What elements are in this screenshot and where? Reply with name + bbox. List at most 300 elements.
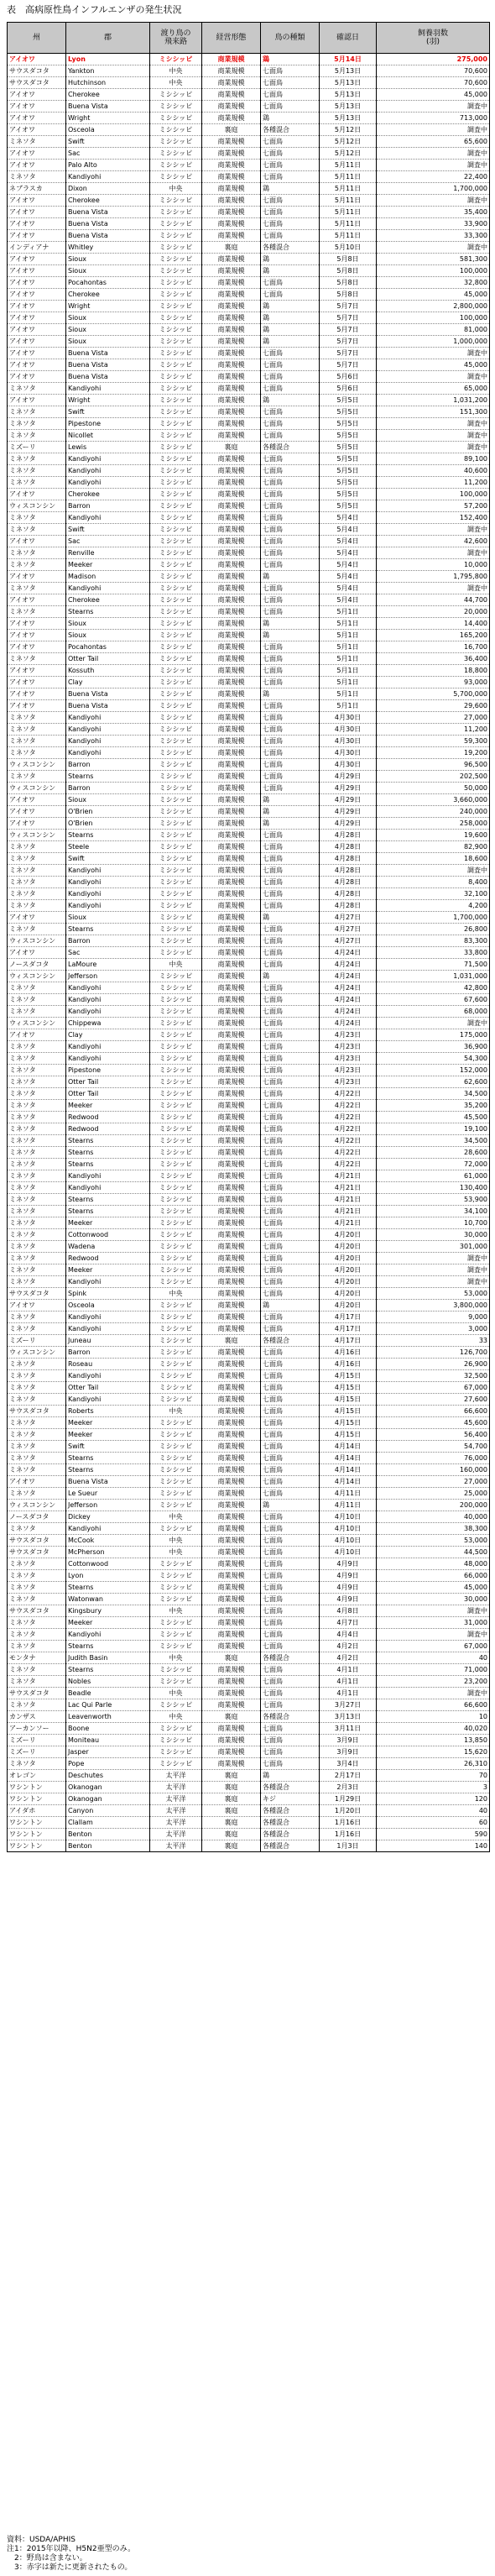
cell-county: Kandiyohi: [66, 1170, 150, 1182]
cell-confirmed-date: 5月1日: [320, 630, 377, 641]
cell-bird-type: 七面鳥: [261, 1170, 320, 1182]
cell-flyway: ミシシッピ: [150, 148, 202, 160]
cell-flyway: ミシシッピ: [150, 1088, 202, 1100]
cell-operation: 裏庭: [202, 1335, 261, 1347]
cell-confirmed-date: 5月1日: [320, 700, 377, 712]
cell-bird-type: 七面鳥: [261, 1029, 320, 1041]
cell-flyway: ミシシッピ: [150, 841, 202, 853]
cell-flyway: ミシシッピ: [150, 1594, 202, 1605]
table-row: [8, 724, 490, 736]
cell-county: Cherokee: [66, 489, 150, 500]
cell-state: ミネソタ: [8, 1699, 66, 1711]
cell-flock-size: 15,620: [377, 1746, 490, 1758]
cell-state: ミネソタ: [8, 512, 66, 524]
cell-county: Meeker: [66, 1617, 150, 1629]
cell-state: ミネソタ: [8, 653, 66, 665]
cell-operation: 商業規模: [202, 1394, 261, 1406]
cell-confirmed-date: 5月4日: [320, 536, 377, 547]
cell-county: Hutchinson: [66, 77, 150, 89]
cell-state: ミネソタ: [8, 924, 66, 935]
cell-state: ミネソタ: [8, 724, 66, 736]
cell-state: ミネソタ: [8, 1676, 66, 1688]
cell-bird-type: 七面鳥: [261, 1723, 320, 1735]
cell-bird-type: 七面鳥: [261, 677, 320, 689]
cell-county: Stearns: [66, 1147, 150, 1159]
cell-state: アイオワ: [8, 124, 66, 136]
table-row: [8, 242, 490, 254]
cell-flock-size: 調査中: [377, 348, 490, 359]
cell-flyway: ミシシッピ: [150, 1359, 202, 1370]
cell-bird-type: 各種混合: [261, 242, 320, 254]
cell-county: Kandiyohi: [66, 1523, 150, 1535]
table-row: [8, 1523, 490, 1535]
cell-flock-size: 9,000: [377, 1312, 490, 1323]
cell-flock-size: 18,800: [377, 665, 490, 677]
cell-flyway: ミシシッピ: [150, 536, 202, 547]
cell-flock-size: 28,600: [377, 1147, 490, 1159]
cell-operation: 商業規模: [202, 794, 261, 806]
cell-flyway: ミシシッピ: [150, 689, 202, 700]
table-row: [8, 1488, 490, 1500]
table-row: [8, 1147, 490, 1159]
cell-state: ミネソタ: [8, 1441, 66, 1453]
cell-flyway: ミシシッピ: [150, 312, 202, 324]
cell-flyway: ミシシッピ: [150, 1112, 202, 1123]
cell-operation: 商業規模: [202, 1312, 261, 1323]
cell-flock-size: 13,850: [377, 1735, 490, 1746]
cell-confirmed-date: 4月2日: [320, 1652, 377, 1664]
cell-bird-type: 七面鳥: [261, 783, 320, 794]
cell-county: Otter Tail: [66, 1382, 150, 1394]
cell-bird-type: 鶏: [261, 113, 320, 124]
cell-bird-type: 七面鳥: [261, 524, 320, 536]
cell-flock-size: 67,000: [377, 1382, 490, 1394]
cell-flock-size: 調査中: [377, 1253, 490, 1264]
cell-operation: 商業規模: [202, 1511, 261, 1523]
cell-bird-type: 七面鳥: [261, 348, 320, 359]
cell-county: Cherokee: [66, 195, 150, 207]
cell-flyway: ミシシッピ: [150, 383, 202, 395]
cell-county: Canyon: [66, 1805, 150, 1817]
cell-flock-size: 120: [377, 1793, 490, 1805]
cell-operation: 商業規模: [202, 1664, 261, 1676]
cell-flock-size: 31,000: [377, 1617, 490, 1629]
cell-bird-type: 七面鳥: [261, 665, 320, 677]
cell-flyway: 太平洋: [150, 1770, 202, 1782]
cell-county: Pocahontas: [66, 277, 150, 289]
cell-state: ミネソタ: [8, 1170, 66, 1182]
cell-flyway: ミシシッピ: [150, 724, 202, 736]
cell-state: ウィスコンシン: [8, 500, 66, 512]
cell-flyway: ミシシッピ: [150, 865, 202, 877]
cell-flyway: ミシシッピ: [150, 395, 202, 406]
cell-bird-type: 七面鳥: [261, 1617, 320, 1629]
cell-state: アイオワ: [8, 489, 66, 500]
cell-flock-size: 調査中: [377, 101, 490, 113]
cell-flyway: ミシシッピ: [150, 853, 202, 865]
cell-flock-size: 42,800: [377, 982, 490, 994]
table-row: [8, 1053, 490, 1065]
table-row: [8, 630, 490, 641]
cell-bird-type: 七面鳥: [261, 101, 320, 113]
cell-confirmed-date: 5月7日: [320, 348, 377, 359]
cell-county: Benton: [66, 1840, 150, 1852]
cell-flyway: ミシシッピ: [150, 453, 202, 465]
cell-bird-type: 鶏: [261, 618, 320, 630]
cell-flyway: ミシシッピ: [150, 1500, 202, 1511]
cell-state: ミズーリ: [8, 1735, 66, 1746]
cell-flyway: ミシシッピ: [150, 947, 202, 959]
table-row: [8, 1793, 490, 1805]
cell-bird-type: 七面鳥: [261, 1417, 320, 1429]
cell-state: ミネソタ: [8, 1100, 66, 1112]
cell-county: Stearns: [66, 606, 150, 618]
cell-confirmed-date: 1月20日: [320, 1805, 377, 1817]
cell-flyway: ミシシッピ: [150, 1558, 202, 1570]
cell-operation: 商業規模: [202, 1359, 261, 1370]
cell-operation: 商業規模: [202, 1112, 261, 1123]
cell-state: ミネソタ: [8, 1594, 66, 1605]
cell-county: Sioux: [66, 324, 150, 336]
cell-flyway: ミシシッピ: [150, 830, 202, 841]
cell-flyway: ミシシッピ: [150, 1476, 202, 1488]
cell-flyway: ミシシッピ: [150, 712, 202, 724]
cell-operation: 商業規模: [202, 477, 261, 489]
cell-operation: 商業規模: [202, 689, 261, 700]
table-row: [8, 935, 490, 947]
cell-confirmed-date: 5月4日: [320, 559, 377, 571]
cell-confirmed-date: 4月14日: [320, 1464, 377, 1476]
cell-flyway: ミシシッピ: [150, 442, 202, 453]
cell-flyway: 中央: [150, 1288, 202, 1300]
footnote-1: 注1：2015年以降、H5N2亜型のみ。: [7, 2545, 136, 2553]
cell-flyway: ミシシッピ: [150, 1629, 202, 1641]
cell-flock-size: 151,300: [377, 406, 490, 418]
cell-operation: 商業規模: [202, 1746, 261, 1758]
cell-state: ミネソタ: [8, 1370, 66, 1382]
cell-flock-size: 調査中: [377, 160, 490, 171]
cell-operation: 商業規模: [202, 924, 261, 935]
cell-confirmed-date: 5月5日: [320, 418, 377, 430]
cell-flyway: ミシシッピ: [150, 348, 202, 359]
cell-state: ミネソタ: [8, 1253, 66, 1264]
cell-bird-type: 七面鳥: [261, 1605, 320, 1617]
cell-bird-type: 七面鳥: [261, 148, 320, 160]
cell-operation: 商業規模: [202, 947, 261, 959]
cell-bird-type: 各種混合: [261, 1782, 320, 1793]
cell-flyway: ミシシッピ: [150, 665, 202, 677]
cell-operation: 商業規模: [202, 935, 261, 947]
cell-county: Sioux: [66, 618, 150, 630]
table-row: [8, 759, 490, 771]
cell-bird-type: 七面鳥: [261, 383, 320, 395]
cell-bird-type: 七面鳥: [261, 1570, 320, 1582]
table-header: [8, 23, 490, 54]
cell-flyway: ミシシッピ: [150, 1641, 202, 1652]
cell-bird-type: 七面鳥: [261, 1076, 320, 1088]
table-row: [8, 77, 490, 89]
cell-flock-size: 68,000: [377, 1006, 490, 1018]
cell-flock-size: 67,000: [377, 1641, 490, 1652]
cell-operation: 商業規模: [202, 641, 261, 653]
table-row: [8, 218, 490, 230]
cell-flyway: 中央: [150, 1535, 202, 1547]
page-title: 表 高病原性鳥インフルエンザの発生状況: [7, 4, 182, 15]
cell-state: ミネソタ: [8, 477, 66, 489]
cell-operation: 商業規模: [202, 536, 261, 547]
cell-confirmed-date: 4月21日: [320, 1194, 377, 1206]
cell-flyway: ミシシッピ: [150, 1347, 202, 1359]
table-row: [8, 982, 490, 994]
cell-confirmed-date: 5月5日: [320, 489, 377, 500]
cell-county: Lewis: [66, 442, 150, 453]
cell-state: ミネソタ: [8, 888, 66, 900]
cell-state: サウスダコタ: [8, 1535, 66, 1547]
cell-operation: 商業規模: [202, 559, 261, 571]
cell-confirmed-date: 5月11日: [320, 171, 377, 183]
cell-operation: 裏庭: [202, 1782, 261, 1793]
cell-bird-type: 各種混合: [261, 1840, 320, 1852]
cell-confirmed-date: 3月11日: [320, 1723, 377, 1735]
cell-flock-size: 62,600: [377, 1076, 490, 1088]
cell-confirmed-date: 5月13日: [320, 89, 377, 101]
cell-state: ウィスコンシン: [8, 1018, 66, 1029]
cell-state: ウィスコンシン: [8, 783, 66, 794]
col-header-operation: 経営形態: [202, 23, 261, 54]
cell-county: Kandiyohi: [66, 1276, 150, 1288]
cell-flock-size: 1,700,000: [377, 912, 490, 924]
table-row: [8, 1429, 490, 1441]
table-row: [8, 618, 490, 630]
cell-county: Kandiyohi: [66, 865, 150, 877]
cell-flyway: ミシシッピ: [150, 301, 202, 312]
cell-operation: 裏庭: [202, 442, 261, 453]
cell-operation: 商業規模: [202, 65, 261, 77]
cell-operation: 商業規模: [202, 1229, 261, 1241]
table-row: [8, 1359, 490, 1370]
cell-operation: 商業規模: [202, 1699, 261, 1711]
cell-operation: 商業規模: [202, 359, 261, 371]
cell-confirmed-date: 3月4日: [320, 1758, 377, 1770]
cell-county: Stearns: [66, 1453, 150, 1464]
cell-confirmed-date: 4月30日: [320, 724, 377, 736]
cell-bird-type: 七面鳥: [261, 1288, 320, 1300]
cell-flyway: ミシシッピ: [150, 359, 202, 371]
cell-county: Kandiyohi: [66, 712, 150, 724]
cell-confirmed-date: 4月10日: [320, 1511, 377, 1523]
cell-flock-size: 45,000: [377, 359, 490, 371]
cell-bird-type: 七面鳥: [261, 853, 320, 865]
col-header-flyway: 渡り鳥の 飛来路: [150, 23, 202, 54]
cell-bird-type: 鶏: [261, 336, 320, 348]
cell-state: ワシントン: [8, 1817, 66, 1829]
table-row: [8, 559, 490, 571]
cell-state: ミネソタ: [8, 994, 66, 1006]
table-row: [8, 500, 490, 512]
cell-flyway: ミシシッピ: [150, 524, 202, 536]
cell-state: アイオワ: [8, 195, 66, 207]
cell-state: ウィスコンシン: [8, 759, 66, 771]
cell-flock-size: 61,000: [377, 1170, 490, 1182]
cell-confirmed-date: 5月1日: [320, 606, 377, 618]
cell-flock-size: 40,600: [377, 465, 490, 477]
table-row: [8, 207, 490, 218]
cell-flock-size: 65,000: [377, 383, 490, 395]
cell-flock-size: 4,200: [377, 900, 490, 912]
cell-operation: 商業規模: [202, 1758, 261, 1770]
cell-confirmed-date: 4月1日: [320, 1664, 377, 1676]
cell-state: ミネソタ: [8, 1417, 66, 1429]
cell-confirmed-date: 5月5日: [320, 395, 377, 406]
table-row: [8, 1746, 490, 1758]
cell-confirmed-date: 4月29日: [320, 783, 377, 794]
cell-confirmed-date: 4月30日: [320, 747, 377, 759]
cell-county: Buena Vista: [66, 348, 150, 359]
cell-operation: 商業規模: [202, 1617, 261, 1629]
table-row: [8, 512, 490, 524]
cell-bird-type: 各種混合: [261, 1805, 320, 1817]
cell-confirmed-date: 5月13日: [320, 65, 377, 77]
table-row: [8, 1029, 490, 1041]
cell-flock-size: 22,400: [377, 171, 490, 183]
cell-bird-type: 七面鳥: [261, 1264, 320, 1276]
cell-bird-type: 七面鳥: [261, 1394, 320, 1406]
cell-state: ミネソタ: [8, 1312, 66, 1323]
cell-confirmed-date: 4月10日: [320, 1523, 377, 1535]
cell-operation: 商業規模: [202, 1276, 261, 1288]
cell-state: ウィスコンシン: [8, 971, 66, 982]
cell-county: Watonwan: [66, 1594, 150, 1605]
cell-bird-type: 鶏: [261, 301, 320, 312]
cell-flyway: ミシシッピ: [150, 736, 202, 747]
cell-confirmed-date: 4月15日: [320, 1429, 377, 1441]
cell-flyway: ミシシッピ: [150, 935, 202, 947]
cell-flock-size: 33,900: [377, 218, 490, 230]
cell-county: O'Brien: [66, 806, 150, 818]
cell-state: サウスダコタ: [8, 1605, 66, 1617]
cell-operation: 裏庭: [202, 124, 261, 136]
cell-bird-type: 七面鳥: [261, 1558, 320, 1570]
cell-flock-size: 60: [377, 1817, 490, 1829]
table-row: [8, 348, 490, 359]
cell-operation: 裏庭: [202, 1770, 261, 1782]
cell-flyway: ミシシッピ: [150, 1312, 202, 1323]
cell-confirmed-date: 4月22日: [320, 1159, 377, 1170]
table-row: [8, 430, 490, 442]
cell-county: Swift: [66, 524, 150, 536]
cell-confirmed-date: 5月8日: [320, 254, 377, 265]
cell-operation: 商業規模: [202, 1100, 261, 1112]
cell-state: ミネソタ: [8, 453, 66, 465]
cell-flyway: 中央: [150, 1406, 202, 1417]
cell-state: ミネソタ: [8, 877, 66, 888]
cell-state: ワシントン: [8, 1782, 66, 1793]
cell-flock-size: 26,310: [377, 1758, 490, 1770]
cell-flock-size: 10: [377, 1711, 490, 1723]
cell-state: ミネソタ: [8, 900, 66, 912]
cell-flyway: ミシシッピ: [150, 1229, 202, 1241]
cell-state: ミズーリ: [8, 1335, 66, 1347]
cell-flyway: ミシシッピ: [150, 489, 202, 500]
cell-state: ミネソタ: [8, 583, 66, 594]
cell-flock-size: 42,600: [377, 536, 490, 547]
cell-bird-type: 七面鳥: [261, 1382, 320, 1394]
cell-bird-type: 七面鳥: [261, 430, 320, 442]
cell-flock-size: 152,400: [377, 512, 490, 524]
cell-state: アイオワ: [8, 277, 66, 289]
cell-flyway: ミシシッピ: [150, 418, 202, 430]
cell-state: ミネソタ: [8, 418, 66, 430]
table-row: [8, 442, 490, 453]
cell-county: Leavenworth: [66, 1711, 150, 1723]
cell-flyway: 中央: [150, 1605, 202, 1617]
cell-confirmed-date: 4月29日: [320, 794, 377, 806]
cell-flyway: ミシシッピ: [150, 1100, 202, 1112]
cell-flyway: ミシシッピ: [150, 618, 202, 630]
cell-bird-type: 七面鳥: [261, 1629, 320, 1641]
table-row: [8, 1582, 490, 1594]
cell-flock-size: 40: [377, 1805, 490, 1817]
cell-operation: 商業規模: [202, 571, 261, 583]
table-row: [8, 1840, 490, 1852]
cell-operation: 商業規模: [202, 1476, 261, 1488]
cell-county: Deschutes: [66, 1770, 150, 1782]
cell-state: ミネソタ: [8, 1359, 66, 1370]
cell-confirmed-date: 5月12日: [320, 136, 377, 148]
cell-county: Pipestone: [66, 1065, 150, 1076]
cell-county: Meeker: [66, 559, 150, 571]
cell-bird-type: 七面鳥: [261, 1406, 320, 1417]
table-row: [8, 148, 490, 160]
cell-operation: 商業規模: [202, 195, 261, 207]
cell-county: Kandiyohi: [66, 477, 150, 489]
cell-operation: 商業規模: [202, 1241, 261, 1253]
table-row: [8, 1323, 490, 1335]
table-row: [8, 195, 490, 207]
cell-confirmed-date: 4月21日: [320, 1170, 377, 1182]
cell-state: インディアナ: [8, 242, 66, 254]
cell-flyway: ミシシッピ: [150, 1464, 202, 1476]
cell-county: Pocahontas: [66, 641, 150, 653]
cell-flock-size: 45,000: [377, 89, 490, 101]
cell-county: McCook: [66, 1535, 150, 1547]
cell-flock-size: 20,000: [377, 606, 490, 618]
cell-confirmed-date: 4月20日: [320, 1276, 377, 1288]
table-row: [8, 1312, 490, 1323]
cell-flyway: 中央: [150, 1688, 202, 1699]
cell-county: Roberts: [66, 1406, 150, 1417]
table-row: [8, 1547, 490, 1558]
cell-flyway: ミシシッピ: [150, 230, 202, 242]
cell-bird-type: 鶏: [261, 254, 320, 265]
cell-operation: 商業規模: [202, 512, 261, 524]
cell-confirmed-date: 4月2日: [320, 1641, 377, 1652]
cell-flyway: ミシシッピ: [150, 806, 202, 818]
cell-county: Steele: [66, 841, 150, 853]
cell-flock-size: 83,300: [377, 935, 490, 947]
cell-flock-size: 65,600: [377, 136, 490, 148]
cell-confirmed-date: 4月9日: [320, 1594, 377, 1605]
table-row: [8, 912, 490, 924]
cell-flock-size: 45,000: [377, 289, 490, 301]
cell-county: Wadena: [66, 1241, 150, 1253]
cell-confirmed-date: 1月29日: [320, 1793, 377, 1805]
cell-state: ミネソタ: [8, 1629, 66, 1641]
cell-confirmed-date: 4月23日: [320, 1041, 377, 1053]
cell-flock-size: 16,700: [377, 641, 490, 653]
cell-flock-size: 70,600: [377, 77, 490, 89]
cell-county: Wright: [66, 395, 150, 406]
